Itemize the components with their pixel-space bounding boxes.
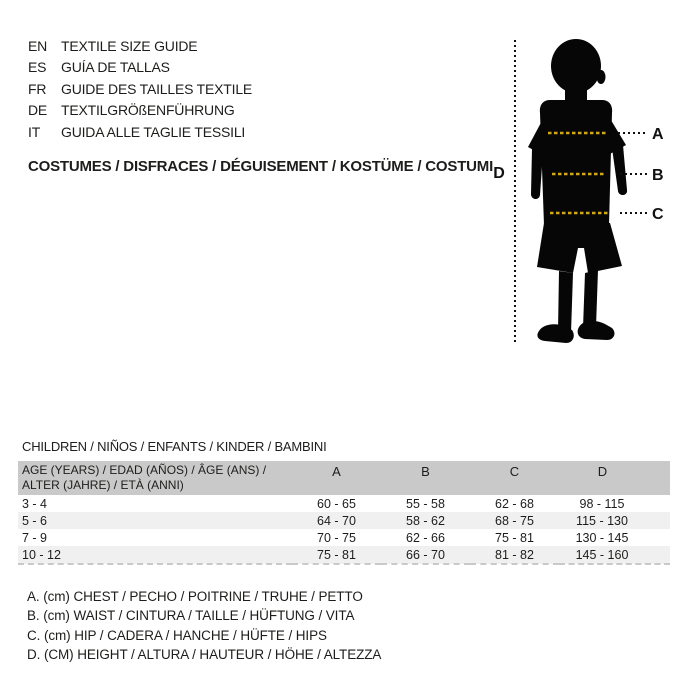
hip-cell: 68 - 75 <box>470 512 559 529</box>
table-row <box>18 512 670 529</box>
legend-chest: A. (cm) CHEST / PECHO / POITRINE / TRUHE / PETTO <box>27 589 363 604</box>
legend-hip: C. (cm) HIP / CADERA / HANCHE / HÜFTE / HIPS <box>27 627 327 643</box>
age-cell: 3 - 4 <box>22 496 48 511</box>
height-cell: 98 - 115 <box>579 496 625 511</box>
language-row-fr <box>28 78 252 100</box>
language-row-de <box>28 100 252 122</box>
age-cell: 10 - 12 <box>18 546 292 564</box>
height-cell: 145 - 160 <box>559 546 670 564</box>
measure-legend <box>27 587 381 664</box>
hip-label-c: C <box>652 206 664 223</box>
age-column-header <box>18 461 292 495</box>
age-header-line2: ALTER (JAHRE) / ETÀ (ANNI) <box>22 477 184 492</box>
column-header-a: A <box>292 461 381 495</box>
chest-cell: 75 - 81 <box>292 546 381 564</box>
chest-cell: 64 - 70 <box>292 512 381 529</box>
waist-cell: 62 - 66 <box>406 530 445 545</box>
table-row <box>18 495 670 512</box>
language-row-it <box>28 121 252 143</box>
size-table-header <box>18 461 670 495</box>
language-label: GUIDA ALLE TAGLIE TESSILI <box>61 123 246 140</box>
waist-cell: 58 - 62 <box>381 512 470 529</box>
measurement-figure <box>480 35 680 350</box>
category-title: COSTUMES / DISFRACES / DÉGUISEMENT / KOSTÜME / COSTUMI <box>28 158 494 175</box>
language-label: GUÍA DE TALLAS <box>61 59 170 76</box>
height-cell: 115 - 130 <box>559 512 670 529</box>
waist-cell: 66 - 70 <box>381 546 470 564</box>
language-label: TEXTILE SIZE GUIDE <box>61 37 198 54</box>
children-section-title: CHILDREN / NIÑOS / ENFANTS / KINDER / BAMBINI <box>22 439 327 454</box>
table-row <box>18 529 670 546</box>
hip-cell: 62 - 68 <box>495 496 534 511</box>
hip-cell: 75 - 81 <box>495 530 534 545</box>
age-header-line1: AGE (YEARS) / EDAD (AÑOS) / ÂGE (ANS) / <box>22 463 267 477</box>
language-code: ES <box>28 59 47 76</box>
hip-cell: 81 - 82 <box>470 546 559 564</box>
language-label: GUIDE DES TAILLES TEXTILE <box>61 80 253 97</box>
language-row-en <box>28 35 252 57</box>
language-code: IT <box>28 123 41 140</box>
chest-cell: 60 - 65 <box>317 496 356 511</box>
age-cell: 5 - 6 <box>18 512 292 529</box>
column-header-c: C <box>470 461 559 495</box>
chest-label-a: A <box>652 126 664 143</box>
language-list <box>28 35 252 143</box>
legend-height: D. (CM) HEIGHT / ALTURA / HAUTEUR / HÖHE / ALTEZZA <box>27 646 382 662</box>
language-code: DE <box>28 102 48 119</box>
height-cell: 130 - 145 <box>575 530 629 545</box>
legend-waist: B. (cm) WAIST / CINTURA / TAILLE / HÜFTUNG / VITA <box>27 608 355 624</box>
column-header-d: D <box>559 461 670 495</box>
language-code: FR <box>28 80 47 97</box>
waist-cell: 55 - 58 <box>406 496 445 511</box>
table-row <box>18 546 670 564</box>
age-cell: 7 - 9 <box>22 530 48 545</box>
language-row-es <box>28 57 252 79</box>
waist-label-b: B <box>652 167 664 184</box>
height-label-d: D <box>493 165 505 182</box>
child-silhouette-icon <box>528 39 627 343</box>
language-label: TEXTILGRÖßENFÜHRUNG <box>61 102 235 119</box>
size-table <box>18 461 670 565</box>
chest-cell: 70 - 75 <box>317 530 356 545</box>
column-header-b: B <box>381 461 470 495</box>
language-code: EN <box>28 37 48 54</box>
